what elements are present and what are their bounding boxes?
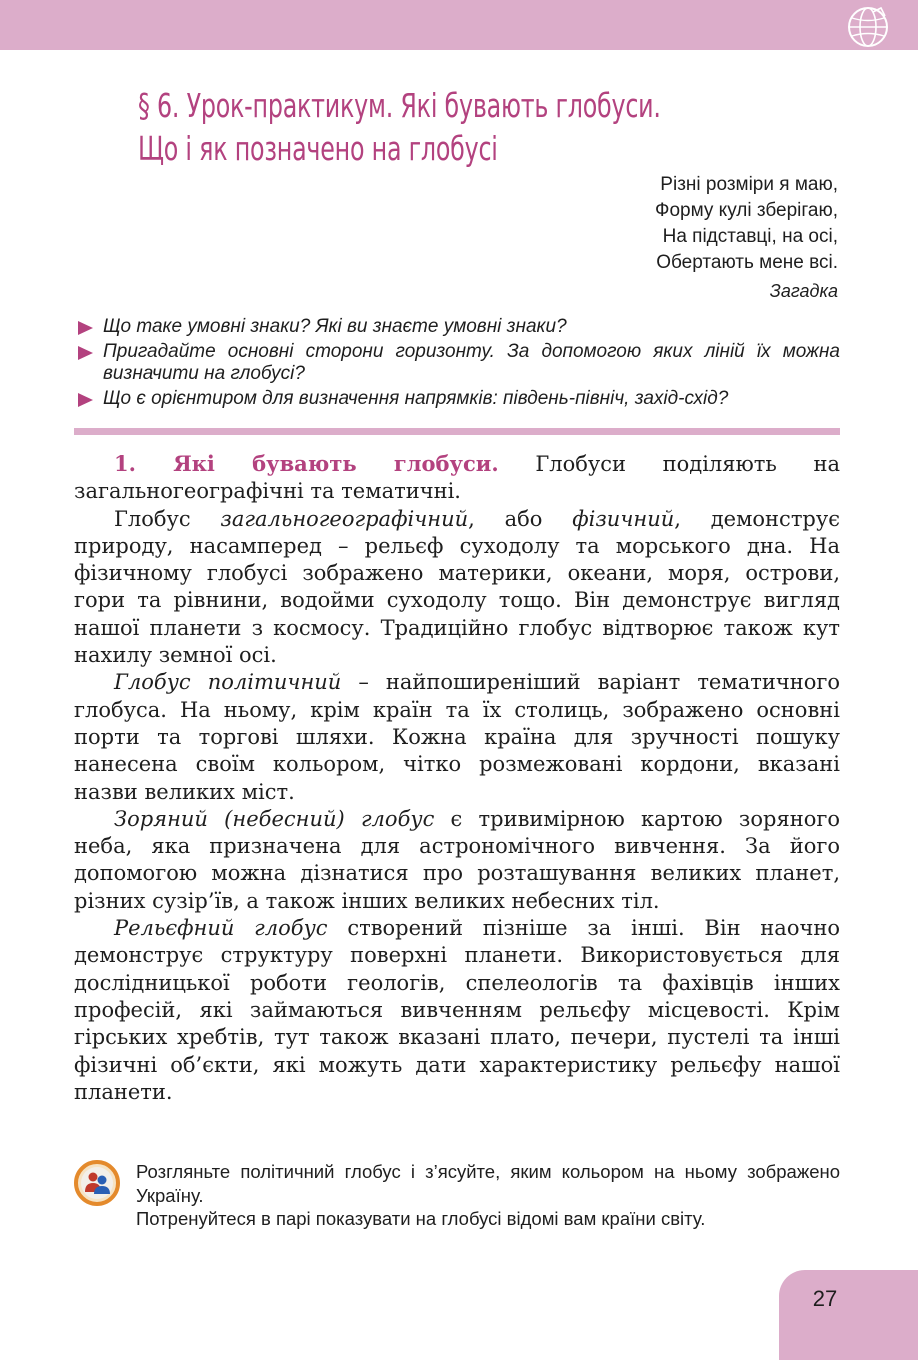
globe-icon: [847, 6, 889, 48]
triangle-arrow-icon: [78, 346, 93, 360]
question-item: [76, 341, 840, 385]
triangle-arrow-icon: [78, 393, 93, 407]
lesson-title: [138, 84, 661, 170]
poem-source: Загадка: [769, 281, 838, 301]
poem-line: Обертають мене всі.: [656, 252, 838, 273]
paragraph-political-globe: [74, 669, 840, 805]
term-emphasis: Зоряний (небесний) глобус: [114, 806, 435, 831]
question-text: Пригадайте основні сторони горизонту. За допомогою яких ліній їх можна визначити на глобусі?: [103, 341, 840, 384]
question-item: [76, 316, 840, 338]
paragraph-text: , або: [468, 506, 573, 531]
task-text-1: Розгляньте політичний глобус і з’ясуйте, яким кольором на ньому зображено Україну.: [136, 1161, 840, 1206]
main-text: [74, 450, 840, 1106]
question-text: Що таке умовні знаки? Які ви знаєте умовні знаки?: [103, 316, 567, 337]
triangle-arrow-icon: [78, 321, 93, 335]
question-text: Що є орієнтиром для визначення напрямків: південь-північ, захід-схід?: [103, 388, 729, 409]
page-number: 27: [812, 1286, 838, 1311]
paragraph-text: , демонструє природу, насамперед – рельєф суходолу та морського дна. На фізичному глобусі зображено материки, океани, моря, острови, гори та рівнини, водойми суходолу тощо. Він демонструє вигляд нашої планети з космосу. Традиційно глобус відтворює також кут нахилу земної осі.: [74, 506, 840, 668]
paragraph-text: Глобуси поділяють на загальногеографічні та тематичні.: [74, 452, 840, 504]
term-emphasis: Глобус політичний: [114, 670, 342, 695]
question-item: [76, 388, 840, 410]
page-number-tab: [779, 1270, 918, 1360]
paragraph-text: – найпоширеніший варіант тематичного глобуса. На ньому, крім країн та їх столиць, зображено основні порти та торгові шляхи. Кожна країна для зручності пошуку нанесена своїм кольором, чітко розмежовані кордони, вказані назви великих міст.: [74, 670, 840, 804]
riddle-poem: [655, 172, 838, 304]
term-emphasis: Рельєфний глобус: [114, 916, 328, 941]
paragraph-text: створений пізніше за інші. Він наочно демонструє структуру поверхні планети. Використовується для дослідницької роботи геологів, спелеологів та фахівців інших професій, які займаються вивченням рельєфу місцевості. Крім гірських хребтів, тут також вказані плато, печери, пустелі та інші фізичні об’єкти, які можуть дати характеристику рельєфу нашої планети.: [74, 916, 840, 1104]
term-emphasis: фізичний: [572, 506, 675, 531]
header-band: [0, 0, 918, 50]
poem-line: На підставці, на осі,: [662, 226, 838, 247]
paragraph-relief-globe: [74, 915, 840, 1106]
lesson-title-line-1: § 6. Урок-практикум. Які бувають глобуси.: [138, 86, 661, 125]
warmup-questions: [76, 316, 840, 413]
paragraph-text: є тривимірною картою зоряного неба, яка призначена для астрономічного вивчення. За його допомогою можна дізнатися про розташування великих планет, різних сузір’їв, а також інших великих небесних тіл.: [74, 806, 840, 913]
lesson-title-line-2: Що і як позначено на глобусі: [138, 129, 498, 168]
task-text-2: Потренуйтеся в парі показувати на глобусі відомі вам країни світу.: [136, 1208, 706, 1229]
task-block: [136, 1160, 840, 1231]
paragraph-text: Глобус: [114, 506, 221, 531]
paragraph-star-globe: [74, 806, 840, 915]
term-emphasis: загальногеографічний: [220, 506, 469, 531]
section-divider: [74, 428, 840, 435]
paragraph-intro: [74, 450, 840, 506]
poem-line: Різні розміри я маю,: [660, 174, 838, 195]
paragraph-physical-globe: [74, 506, 840, 670]
section-heading: 1. Які бувають глобуси.: [114, 451, 499, 476]
poem-line: Форму кулі зберігаю,: [655, 200, 838, 221]
pair-work-icon: [74, 1160, 120, 1206]
